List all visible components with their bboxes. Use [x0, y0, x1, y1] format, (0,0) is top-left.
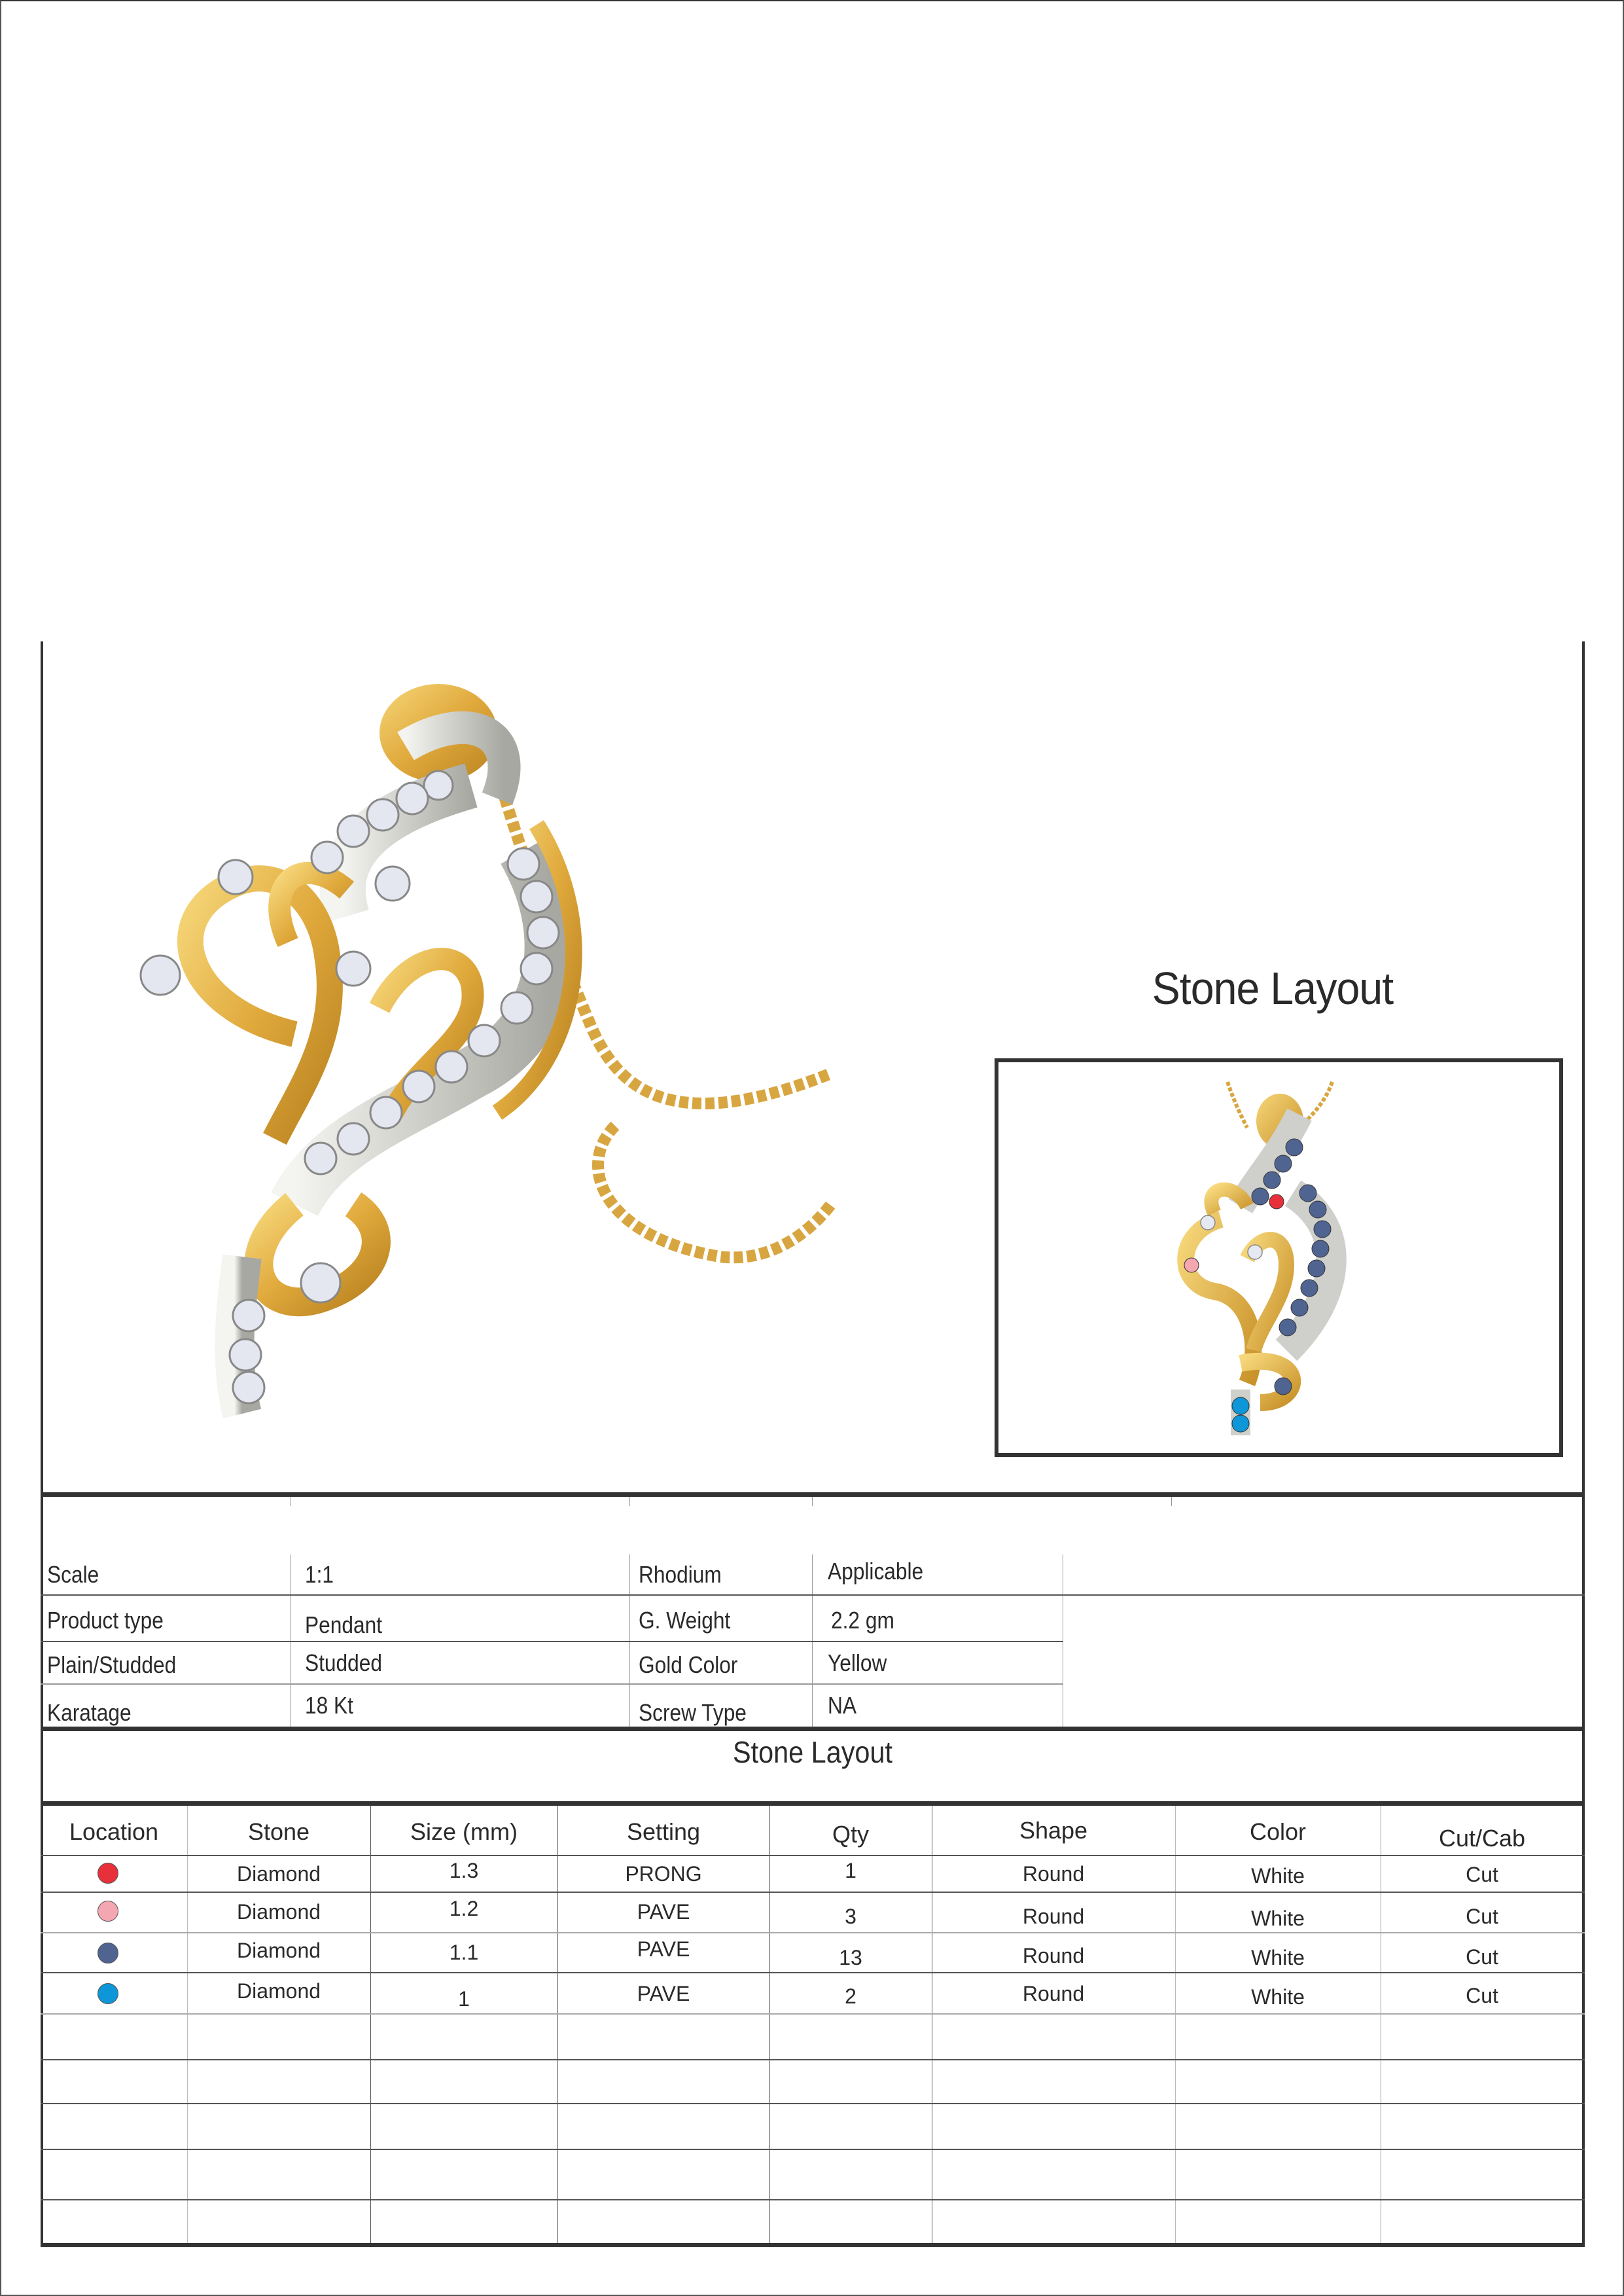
- spec-label-gold-color: Gold Color: [639, 1651, 738, 1678]
- cell-stone: Diamond: [236, 1979, 321, 2003]
- cell-size: 1.1: [449, 1941, 479, 1964]
- spec-label-screw-type: Screw Type: [639, 1699, 747, 1726]
- cell-qty: 3: [845, 1905, 856, 1928]
- frame-left-border: [41, 641, 43, 2246]
- cell-color: White: [1251, 1907, 1305, 1930]
- header-qty: Qty: [832, 1821, 869, 1848]
- pendant-render-image: [131, 668, 838, 1446]
- spec-label-g-weight: G. Weight: [639, 1607, 731, 1634]
- column-tick: [629, 1497, 630, 1506]
- cell-size: 1.3: [449, 1859, 479, 1882]
- header-cut-cab: Cut/Cab: [1438, 1825, 1526, 1852]
- spec-label-karatage: Karatage: [47, 1699, 132, 1726]
- spec-label-rhodium: Rhodium: [639, 1561, 722, 1588]
- divider-rule: [41, 1492, 1585, 1497]
- location-dot-red: [97, 1863, 118, 1884]
- cell-shape: Round: [1022, 1862, 1085, 1886]
- divider-rule: [41, 1801, 1585, 1806]
- cell-setting: PAVE: [637, 1937, 690, 1961]
- cell-color: White: [1251, 1864, 1305, 1888]
- spec-row-divider: [41, 1683, 1063, 1685]
- cell-setting: PAVE: [637, 1982, 690, 2005]
- location-dot-navy: [97, 1943, 118, 1964]
- cell-cut: Cut: [1466, 1905, 1498, 1928]
- header-size: Size (mm): [410, 1818, 518, 1845]
- cell-setting: PRONG: [625, 1862, 702, 1886]
- stone-row-divider: [41, 1892, 1585, 1893]
- header-color: Color: [1249, 1818, 1307, 1845]
- cell-stone: Diamond: [236, 1939, 321, 1962]
- header-stone: Stone: [247, 1818, 310, 1845]
- location-dot-pink: [97, 1901, 118, 1922]
- header-location: Location: [69, 1818, 159, 1845]
- spec-row-divider: [41, 1641, 1063, 1642]
- table-bottom-rule: [41, 2243, 1585, 2247]
- cell-stone: Diamond: [236, 1900, 321, 1924]
- stone-row-divider: [41, 2013, 1585, 2015]
- spec-label-plain-studded: Plain/Studded: [47, 1651, 177, 1678]
- cell-cut: Cut: [1466, 1984, 1498, 2007]
- stone-layout-heading: Stone Layout: [1152, 963, 1394, 1014]
- cell-cut: Cut: [1466, 1863, 1498, 1886]
- cell-shape: Round: [1022, 1944, 1085, 1967]
- cell-shape: Round: [1022, 1905, 1085, 1928]
- cell-color: White: [1251, 1985, 1305, 2009]
- cell-size: 1.2: [449, 1897, 479, 1920]
- spec-label-product-type: Product type: [47, 1607, 164, 1634]
- cell-qty: 13: [839, 1946, 862, 1969]
- cell-size: 1: [458, 1987, 470, 2011]
- cell-cut: Cut: [1466, 1945, 1498, 1969]
- spec-value-gold-color: Yellow: [828, 1649, 887, 1676]
- stone-row-divider: [41, 2059, 1585, 2060]
- cell-setting: PAVE: [637, 1900, 690, 1924]
- spec-value-plain-studded: Studded: [305, 1649, 383, 1676]
- stone-row-divider: [41, 1855, 1585, 1856]
- cell-color: White: [1251, 1946, 1305, 1969]
- stone-row-divider: [41, 2103, 1585, 2104]
- divider-rule: [41, 1727, 1585, 1731]
- spec-value-screw-type: NA: [828, 1692, 857, 1719]
- spec-value-g-weight: 2.2 gm: [831, 1607, 894, 1634]
- stone-row-divider: [41, 2149, 1585, 2150]
- spec-value-karatage: 18 Kt: [305, 1692, 353, 1719]
- spec-value-rhodium: Applicable: [828, 1558, 924, 1585]
- column-tick: [1171, 1497, 1172, 1506]
- stone-layout-diagram-image: [1149, 1075, 1411, 1442]
- cell-stone: Diamond: [236, 1862, 321, 1886]
- spec-value-scale: 1:1: [305, 1561, 334, 1588]
- location-dot-blue: [97, 1983, 118, 2004]
- stone-row-divider: [41, 2199, 1585, 2200]
- stone-layout-box: [995, 1058, 1563, 1457]
- stone-layout-section-title: Stone Layout: [732, 1735, 892, 1769]
- header-setting: Setting: [626, 1818, 701, 1845]
- column-tick: [812, 1497, 813, 1506]
- stone-row-divider: [41, 1972, 1585, 1973]
- cell-shape: Round: [1022, 1982, 1085, 2005]
- stone-row-divider: [41, 1932, 1585, 1933]
- cell-qty: 1: [845, 1859, 856, 1882]
- spec-value-product-type: Pendant: [305, 1611, 383, 1638]
- cell-qty: 2: [845, 1984, 856, 2008]
- header-shape: Shape: [1019, 1817, 1088, 1844]
- spec-label-scale: Scale: [47, 1561, 99, 1588]
- spec-row-divider: [41, 1594, 1585, 1596]
